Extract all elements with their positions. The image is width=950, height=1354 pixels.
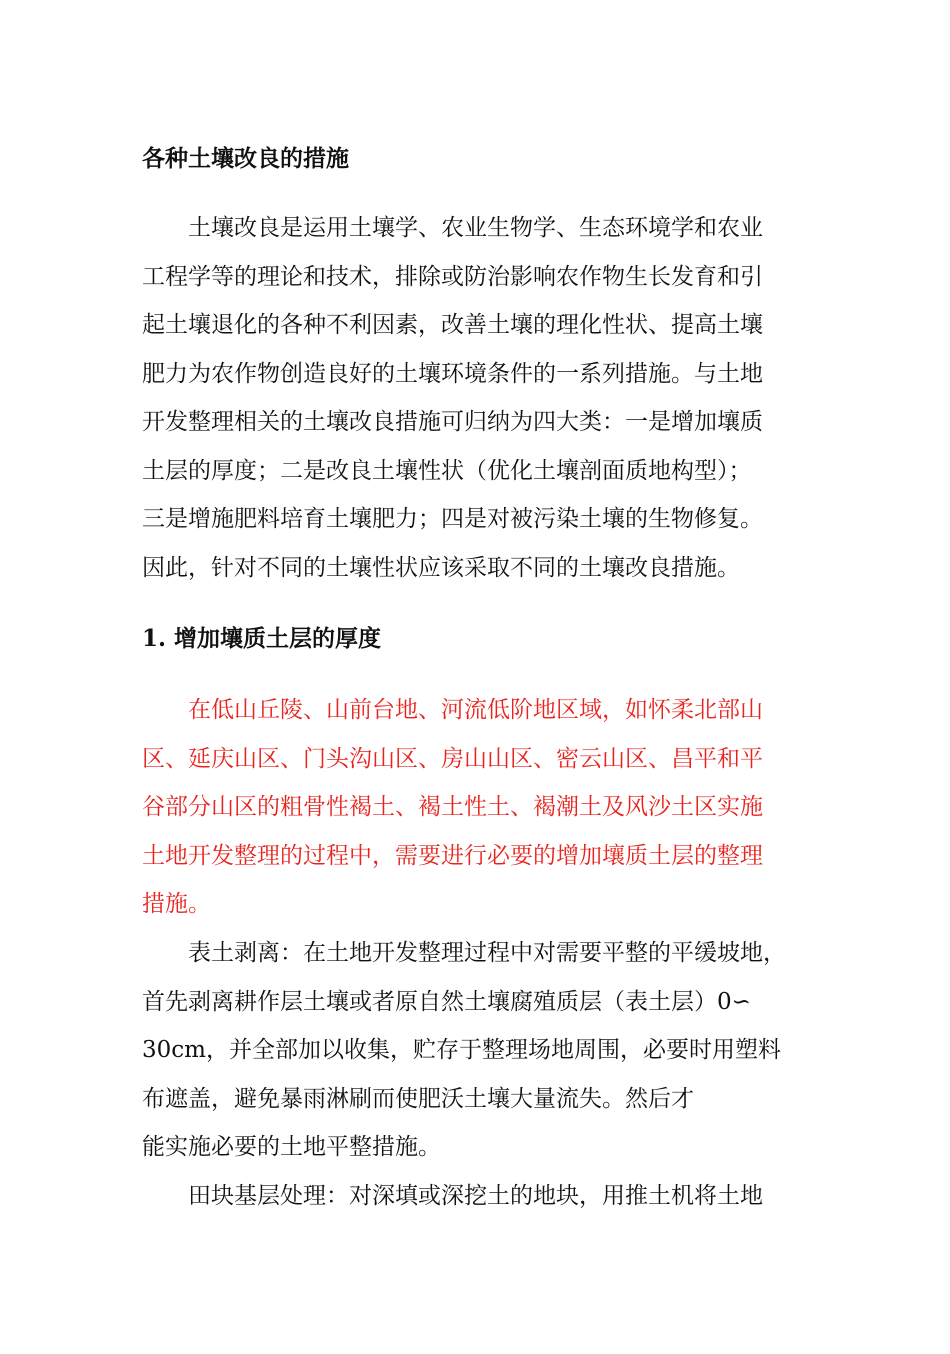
topsoil-line: 表土剥离：在土地开发整理过程中对需要平整的平缓坡地， [188, 940, 786, 966]
intro-line: 开发整理相关的土壤改良措施可归纳为四大类：一是增加壤质 [142, 409, 763, 435]
intro-line: 三是增施肥料培育土壤肥力；四是对被污染土壤的生物修复。 [142, 506, 763, 532]
intro-line: 土层的厚度；二是改良土壤性状（优化土壤剖面质地构型）； [142, 457, 752, 484]
document-title: 各种土壤改良的措施 [142, 145, 349, 172]
intro-line: 工程学等的理论和技术，排除或防治影响农作物生长发育和引 [142, 263, 763, 290]
highlight-line: 谷部分山区的粗骨性褐土、褐土性土、褐潮土及风沙土区实施 [142, 794, 763, 820]
intro-line: 起土壤退化的各种不利因素，改善土壤的理化性状、提高土壤 [142, 312, 763, 338]
topsoil-line: 首先剥离耕作层土壤或者原自然土壤腐殖质层（表土层）0∽ [142, 988, 751, 1015]
highlight-line: 在低山丘陵、山前台地、河流低阶地区域，如怀柔北部山 [188, 697, 763, 723]
topsoil-line: 能实施必要的土地平整措施。 [142, 1134, 441, 1160]
topsoil-paragraph [142, 929, 822, 1172]
intro-line: 肥力为农作物创造良好的土壤环境条件的一系列措施。与土地 [142, 360, 763, 387]
section-1-highlight-paragraph [142, 686, 822, 929]
base-layer-paragraph [142, 1172, 822, 1221]
base-layer-line: 田块基层处理：对深填或深挖土的地块，用推土机将土地 [188, 1183, 763, 1209]
highlight-line: 土地开发整理的过程中，需要进行必要的增加壤质土层的整理 [142, 842, 763, 869]
intro-paragraph [142, 204, 822, 592]
topsoil-line: 布遮盖，避免暴雨淋刷而使肥沃土壤大量流失。然后才 [142, 1085, 694, 1112]
intro-line: 因此，针对不同的土壤性状应该采取不同的土壤改良措施。 [142, 554, 740, 581]
topsoil-line: 30cm，并全部加以收集，贮存于整理场地周围，必要时用塑料 [142, 1037, 781, 1063]
highlight-line: 区、延庆山区、门头沟山区、房山山区、密云山区、昌平和平 [142, 745, 763, 772]
highlight-line: 措施。 [142, 891, 211, 917]
section-heading-1: 1. 增加壤质土层的厚度 [142, 625, 382, 652]
intro-line: 土壤改良是运用土壤学、农业生物学、生态环境学和农业 [188, 215, 763, 241]
